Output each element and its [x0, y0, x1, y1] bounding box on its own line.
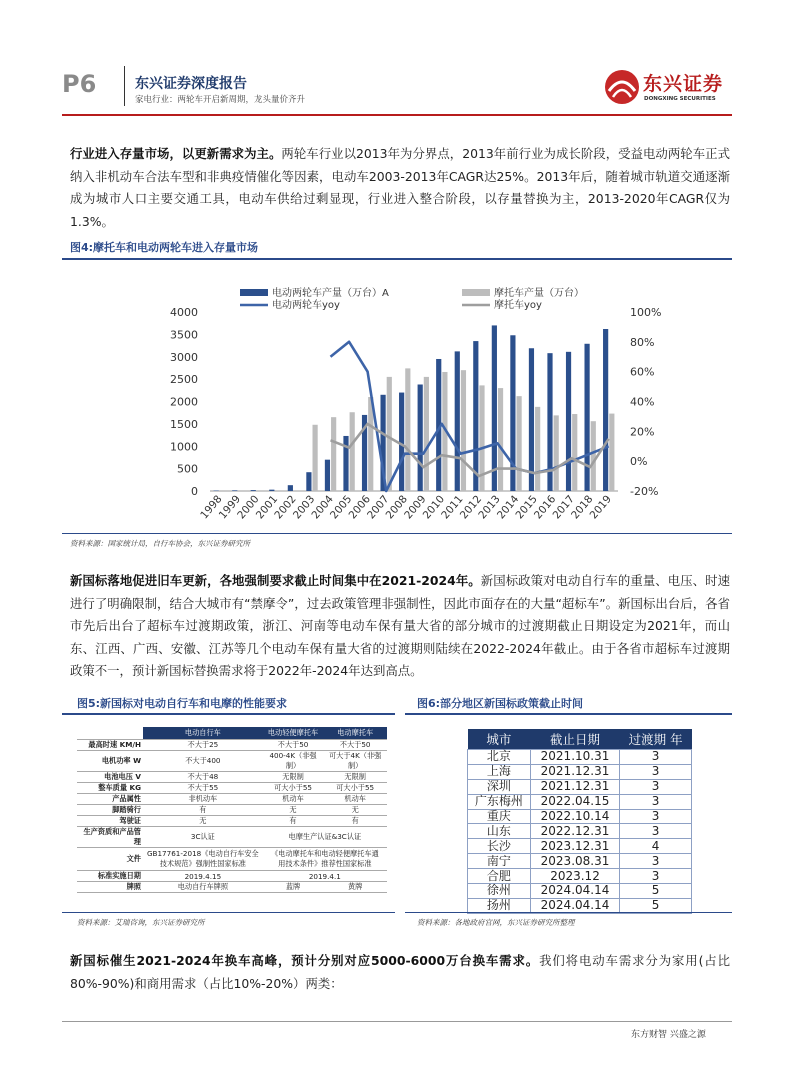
x-tick-label: 2004 [309, 493, 336, 522]
y-left-tick-label: 500 [177, 462, 198, 476]
legend-swatch-moto-production [462, 289, 490, 296]
table-row [77, 848, 387, 871]
table-cell: 合肥 [468, 869, 531, 884]
figure4-title: 图4:摩托车和电动两轮车进入存量市场 [70, 241, 259, 254]
x-tick-label: 2010 [420, 493, 448, 522]
table-cell: 有 [323, 816, 387, 827]
table-cell: 广东梅州 [468, 794, 531, 809]
x-tick-label: 2008 [383, 493, 411, 522]
x-tick-label: 2000 [235, 493, 262, 522]
table-cell: 3 [620, 869, 692, 884]
table-cell: 电机功率 W [77, 751, 143, 772]
table-row [77, 882, 387, 893]
table-cell: 文件 [77, 848, 143, 871]
y-right-tick-label: -20% [630, 485, 659, 498]
x-tick-label: 1999 [216, 493, 244, 522]
table-cell: 2023.12.31 [530, 839, 619, 854]
chart-legend [240, 286, 584, 311]
table-cell: 3 [620, 779, 692, 794]
y-right-tick-label: 100% [630, 306, 662, 319]
bar-ev-production [399, 393, 404, 491]
paragraph-policy-body: 新国标政策对电动自行车的重量、电压、时速进行了明确限制，结合大城市有“禁摩令”，过去政策管理非强制性，因此市面存在的大量“超标车”。新国标出台后，各省市先后出台了超标车过渡期政策，浙江、河南等电动车保有量大省的部分城市的过渡期截止日期设定为2021年，而山东、江西、广西、安徽、江苏等几个电动车保有量大省的过渡期则陆续在2022-2024年截止。由于各省市超标车过渡期政策不一，预计新国标替换需求将于2022年-2024年达到高点。 [70, 573, 730, 678]
bar-ev-production [492, 325, 497, 491]
bar-ev-production [603, 329, 608, 491]
x-tick-label: 1998 [198, 493, 225, 522]
bar-moto-production [591, 421, 596, 491]
table-cell: 2024.04.14 [530, 898, 619, 913]
table-cell: 3 [620, 764, 692, 779]
table-header-cell: 截止日期 [530, 729, 619, 750]
table-row [77, 751, 387, 772]
table-cell: 牌照 [77, 882, 143, 893]
bar-moto-production [387, 377, 392, 491]
x-tick-label: 2017 [550, 493, 577, 522]
y-right-tick-label: 60% [630, 365, 655, 379]
paragraph-replacement-lead: 新国标催生2021-2024年换车高峰，预计分别对应5000-6000万台换车需求。 [70, 953, 540, 968]
table-row [468, 809, 692, 824]
logo-text: 东兴证券 [643, 73, 724, 95]
bar-ev-production [325, 460, 330, 491]
x-tick-label: 2003 [290, 493, 318, 522]
y-right-tick-label: 20% [630, 425, 655, 439]
table-header-cell: 电动轻便摩托车 [263, 727, 324, 740]
y-right-tick-label: 0% [630, 455, 648, 469]
bar-moto-production [313, 425, 318, 491]
legend-swatch-ev-production [240, 289, 268, 296]
bar-ev-production [473, 341, 478, 491]
x-tick-label: 2009 [402, 493, 429, 522]
paragraph-market-body: 两轮车行业以2013年为分界点，2013年前行业为成长阶段，受益电动两轮车正式纳入非机动车合法车型和非典疫情催化等因素，电动车2003-2013年CAGR达25%。2013年后，随着城市轨道交通逐渐成为城市人口主要交通工具，电动车供给过剩显现，行业进入整合阶段，以存量替换为主，2013-2020年CAGR仅为1.3%。 [70, 146, 731, 229]
table-cell: 3 [620, 854, 692, 869]
paragraph-replacement-body: 我们将电动车需求分为家用(占比80%-90%)和商用需求（占比10%-20%）两类： [70, 953, 730, 991]
y-left-tick-label: 2500 [170, 373, 198, 387]
table-cell: 不大于25 [143, 740, 263, 751]
bar-moto-production [609, 414, 614, 491]
table-row [77, 816, 387, 827]
table-cell: 整车质量 KG [77, 783, 143, 794]
table-cell: 2019.4.15 [143, 871, 263, 882]
table-cell: 无 [263, 805, 324, 816]
table-cell: 最高时速 KM/H [77, 740, 143, 751]
bar-ev-production [269, 490, 274, 491]
paragraph-policy-lead: 新国标落地促进旧车更新，各地强制要求截止时间集中在2021-2024年。 [70, 573, 481, 588]
figure6-source: 资料来源：各地政府官网，东兴证券研究所整理 [417, 918, 575, 927]
table-cell: GB17761-2018《电动自行车安全技术规范》强制性国家标准 [143, 848, 263, 871]
table-cell: 电动自行车牌照 [143, 882, 263, 893]
figure6-top-rule [405, 713, 732, 715]
y-left-tick-label: 2000 [170, 395, 198, 409]
x-tick-label: 2014 [494, 493, 522, 522]
bar-moto-production [461, 370, 466, 491]
table-row [468, 764, 692, 779]
table-row [468, 854, 692, 869]
table-row [77, 805, 387, 816]
x-tick-label: 2001 [253, 493, 281, 522]
bar-ev-production [584, 344, 589, 491]
bar-ev-production [418, 384, 423, 491]
figure6-bottom-rule [405, 912, 732, 913]
figure6-title: 图6:部分地区新国标政策截止时间 [417, 697, 584, 710]
bar-moto-production [350, 412, 355, 491]
table-cell: 2023.08.31 [530, 854, 619, 869]
table-row [77, 783, 387, 794]
table-header-cell: 电动摩托车 [323, 727, 387, 740]
table-row [77, 794, 387, 805]
x-tick-label: 2013 [476, 493, 503, 522]
table-cell: 生产资质和产品管理 [77, 827, 143, 848]
table-cell: 400-4K（非强制） [263, 751, 324, 772]
x-tick-label: 2015 [513, 493, 540, 522]
x-tick-label: 2007 [365, 493, 392, 522]
header-divider [124, 66, 125, 106]
table-cell: 蓝牌 [263, 882, 324, 893]
bar-moto-production [331, 417, 336, 491]
paragraph-market-lead: 行业进入存量市场，以更新需求为主。 [70, 146, 282, 161]
legend-label-ev-production: 电动两轮车产量（万台）A [272, 288, 389, 299]
table-cell: 2021.10.31 [530, 750, 619, 765]
table-header-row [77, 727, 387, 740]
table-cell: 2021.12.31 [530, 764, 619, 779]
bar-moto-production [572, 414, 577, 491]
table-cell: 驾驶证 [77, 816, 143, 827]
bar-ev-production [566, 352, 571, 491]
bar-moto-production [517, 396, 522, 491]
table-row [77, 740, 387, 751]
figure5-title: 图5:新国标对电动自行车和电摩的性能要求 [77, 697, 288, 710]
x-tick-label: 2019 [587, 493, 615, 522]
table-cell: 3 [620, 809, 692, 824]
footer-rule [62, 1021, 732, 1022]
table-cell: 3C认证 [143, 827, 263, 848]
table-cell: 徐州 [468, 884, 531, 899]
table-row [468, 884, 692, 899]
x-tick-label: 2016 [532, 493, 559, 522]
table-row [468, 839, 692, 854]
table-cell: 不大于55 [143, 783, 263, 794]
table-cell: 可大于4K（非强制） [323, 751, 387, 772]
table-row [77, 871, 387, 882]
table-cell: 标准实施日期 [77, 871, 143, 882]
table-cell: 3 [620, 824, 692, 839]
table-cell: 不大于48 [143, 772, 263, 783]
page-number: P6 [62, 70, 97, 98]
table-cell: 2023.12 [530, 869, 619, 884]
y-right-tick-label: 40% [630, 395, 655, 409]
table-cell: 2021.12.31 [530, 779, 619, 794]
table-cell: 有 [143, 805, 263, 816]
bar-moto-production [498, 388, 503, 491]
table-cell: 电摩生产认证&3C认证 [263, 827, 387, 848]
table-row [468, 750, 692, 765]
table-cell: 机动车 [263, 794, 324, 805]
table-header-cell [77, 727, 143, 740]
y-left-tick-label: 1500 [170, 417, 198, 431]
table-cell: 4 [620, 839, 692, 854]
table-row [77, 827, 387, 848]
logo-en-text: DONGXING SECURITIES [644, 96, 716, 102]
table-cell: 5 [620, 898, 692, 913]
bar-moto-production [424, 377, 429, 491]
table-cell: 3 [620, 750, 692, 765]
table-cell: 扬州 [468, 898, 531, 913]
table-cell: 黄牌 [323, 882, 387, 893]
table-header-cell: 过渡期 年 [620, 729, 692, 750]
table-cell: 电池电压 V [77, 772, 143, 783]
company-logo [603, 67, 733, 111]
x-tick-label: 2002 [272, 493, 299, 522]
table-row [468, 794, 692, 809]
table-cell: 2022.10.14 [530, 809, 619, 824]
table-cell: 北京 [468, 750, 531, 765]
table-cell: 无 [143, 816, 263, 827]
table-cell: 2022.04.15 [530, 794, 619, 809]
table-cell: 不大于50 [263, 740, 324, 751]
table-cell: 《电动摩托车和电动轻便摩托车通用技术条件》推荐性国家标准 [263, 848, 387, 871]
y-right-tick-label: 80% [630, 335, 655, 349]
table-header-cell: 城市 [468, 729, 531, 750]
bar-moto-production [535, 407, 540, 491]
x-tick-label: 2018 [569, 493, 596, 522]
footer-slogan: 东方财智 兴盛之源 [631, 1030, 706, 1040]
bar-ev-production [343, 436, 348, 491]
table-header-row [468, 729, 692, 750]
bar-ev-production [232, 490, 237, 491]
table-cell: 有 [263, 816, 324, 827]
legend-label-ev-yoy: 电动两轮车yoy [272, 300, 340, 311]
table-cell: 3 [620, 794, 692, 809]
header-rule [62, 114, 732, 116]
y-left-tick-label: 3500 [170, 328, 198, 342]
x-tick-label: 2006 [346, 493, 373, 522]
bar-ev-production [455, 351, 460, 491]
table-cell: 2022.12.31 [530, 824, 619, 839]
figure4-chart [62, 260, 732, 532]
table-cell: 2024.04.14 [530, 884, 619, 899]
x-tick-label: 2005 [328, 493, 355, 522]
y-left-tick-label: 4000 [170, 306, 198, 319]
table-cell: 脚踏骑行 [77, 805, 143, 816]
paragraph-market [70, 143, 730, 233]
paragraph-replacement [70, 950, 730, 995]
x-tick-label: 2012 [457, 493, 485, 522]
table-cell: 长沙 [468, 839, 531, 854]
bar-moto-production [554, 415, 559, 491]
table-cell: 无限制 [323, 772, 387, 783]
table-cell: 5 [620, 884, 692, 899]
table-row [77, 772, 387, 783]
bar-ev-production [529, 348, 534, 491]
legend-label-moto-yoy: 摩托车yoy [494, 300, 542, 311]
paragraph-policy [70, 570, 730, 683]
table-cell: 南宁 [468, 854, 531, 869]
table-cell: 产品属性 [77, 794, 143, 805]
table-row [468, 824, 692, 839]
table-cell: 山东 [468, 824, 531, 839]
bar-ev-production [251, 490, 256, 491]
table-cell: 上海 [468, 764, 531, 779]
table-cell: 非机动车 [143, 794, 263, 805]
figure5-bottom-rule [62, 912, 395, 913]
bar-ev-production [288, 485, 293, 491]
table-cell: 重庆 [468, 809, 531, 824]
table-header-cell: 电动自行车 [143, 727, 263, 740]
legend-label-moto-production: 摩托车产量（万台） [494, 288, 584, 299]
figure6-table [467, 729, 692, 914]
bar-moto-production [405, 368, 410, 491]
figure5-source: 资料来源：艾瑞咨询，东兴证券研究所 [77, 918, 205, 927]
y-left-tick-label: 3000 [170, 350, 198, 364]
table-cell: 机动车 [323, 794, 387, 805]
y-left-tick-label: 0 [191, 485, 198, 498]
table-cell: 深圳 [468, 779, 531, 794]
table-row [468, 869, 692, 884]
table-cell: 无限制 [263, 772, 324, 783]
figure4-bottom-rule [62, 533, 732, 534]
report-title: 东兴证券深度报告 [135, 76, 247, 92]
table-cell: 不大于400 [143, 751, 263, 772]
table-cell: 2019.4.1 [263, 871, 387, 882]
table-cell: 不大于50 [323, 740, 387, 751]
figure5-table [77, 727, 387, 893]
figure4-source: 资料来源：国家统计局，自行车协会，东兴证券研究所 [70, 539, 250, 548]
y-left-tick-label: 1000 [170, 440, 198, 454]
table-cell: 可大小于55 [263, 783, 324, 794]
x-tick-label: 2011 [439, 493, 466, 522]
table-cell: 无 [323, 805, 387, 816]
figure5-top-rule [62, 713, 395, 715]
table-row [468, 779, 692, 794]
table-cell: 可大小于55 [323, 783, 387, 794]
bar-ev-production [306, 472, 311, 491]
report-subtitle: 家电行业：两轮车开启新周期，龙头量价齐升 [135, 95, 306, 105]
